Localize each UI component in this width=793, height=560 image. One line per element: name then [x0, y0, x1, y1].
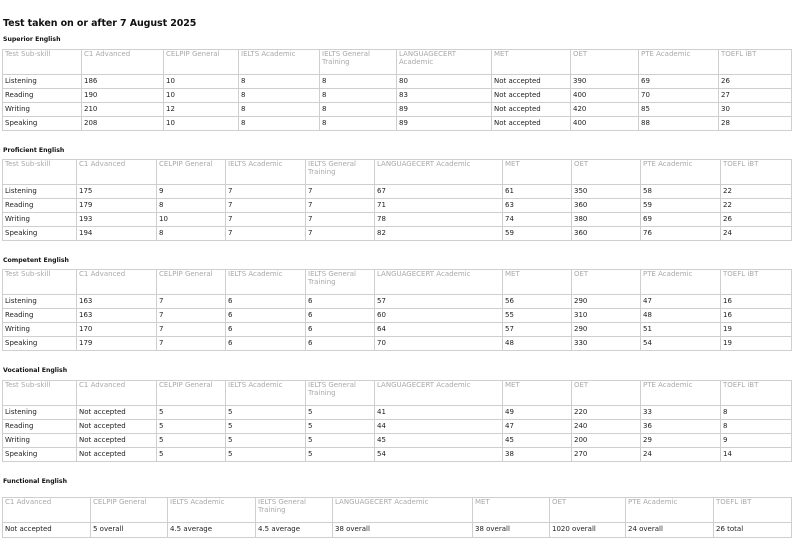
- table-cell: Not accepted: [3, 523, 91, 538]
- table-cell: 210: [82, 103, 164, 117]
- section-heading-proficient: Proficient English: [3, 147, 65, 154]
- table-cell: 45: [375, 434, 503, 448]
- column-header: C1 Advanced: [77, 270, 157, 295]
- table-cell: 420: [571, 103, 639, 117]
- table-row: [3, 75, 792, 89]
- table-cell: 24 overall: [626, 523, 714, 538]
- table-cell: 6: [306, 295, 375, 309]
- table-cell: 38: [503, 448, 572, 462]
- column-header: Test Sub-skill: [3, 50, 82, 75]
- table-cell: 310: [572, 309, 641, 323]
- table-cell: Writing: [3, 213, 77, 227]
- table-cell: 61: [503, 185, 572, 199]
- table-cell: 8: [157, 199, 226, 213]
- column-header: LANGUAGECERT Academic: [333, 498, 473, 523]
- column-header: MET: [473, 498, 550, 523]
- table-cell: 51: [641, 323, 721, 337]
- table-cell: 88: [639, 117, 719, 131]
- table-row: [3, 103, 792, 117]
- column-header: PTE Academic: [641, 270, 721, 295]
- table-cell: 5: [226, 406, 306, 420]
- table-cell: Not accepted: [492, 75, 571, 89]
- section-heading-superior: Superior English: [3, 36, 61, 43]
- table-cell: Writing: [3, 323, 77, 337]
- table-cell: 67: [375, 185, 503, 199]
- table-cell: 10: [157, 213, 226, 227]
- table-cell: 16: [721, 295, 792, 309]
- table-cell: 5: [306, 420, 375, 434]
- table-cell: 360: [572, 227, 641, 241]
- table-cell: 78: [375, 213, 503, 227]
- column-header: LANGUAGECERT Academic: [375, 381, 503, 406]
- table-cell: 6: [226, 323, 306, 337]
- section-heading-competent: Competent English: [3, 257, 69, 264]
- table-cell: 270: [572, 448, 641, 462]
- column-header: C1 Advanced: [3, 498, 91, 523]
- functional-english-table: [2, 497, 792, 538]
- table-cell: 54: [375, 448, 503, 462]
- column-header: IELTS Academic: [168, 498, 256, 523]
- table-cell: Reading: [3, 420, 77, 434]
- column-header: CELPIP General: [157, 270, 226, 295]
- column-header: Test Sub-skill: [3, 270, 77, 295]
- table-cell: Speaking: [3, 448, 77, 462]
- table-cell: 69: [641, 213, 721, 227]
- table-row: [3, 523, 792, 538]
- table-cell: 1020 overall: [550, 523, 626, 538]
- competent-english-table: [2, 269, 792, 351]
- column-header: TOEFL iBT: [719, 50, 792, 75]
- table-cell: Listening: [3, 185, 77, 199]
- table-cell: 290: [572, 295, 641, 309]
- table-row: [3, 406, 792, 420]
- table-cell: Not accepted: [492, 103, 571, 117]
- table-cell: 30: [719, 103, 792, 117]
- table-header: [3, 498, 792, 523]
- table-cell: 10: [164, 89, 239, 103]
- table-cell: 7: [157, 323, 226, 337]
- table-cell: 59: [641, 199, 721, 213]
- table-cell: 19: [721, 323, 792, 337]
- table-cell: 24: [721, 227, 792, 241]
- table-cell: 82: [375, 227, 503, 241]
- table-cell: 9: [157, 185, 226, 199]
- section-heading-vocational: Vocational English: [3, 367, 68, 374]
- table-cell: 45: [503, 434, 572, 448]
- table-cell: 220: [572, 406, 641, 420]
- table-cell: 85: [639, 103, 719, 117]
- column-header: MET: [503, 381, 572, 406]
- table-cell: 8: [320, 89, 397, 103]
- table-cell: Listening: [3, 75, 82, 89]
- table-cell: 7: [157, 295, 226, 309]
- column-header: IELTS General Training: [306, 160, 375, 185]
- column-header: OET: [572, 270, 641, 295]
- table-cell: 7: [306, 213, 375, 227]
- table-cell: 27: [719, 89, 792, 103]
- table-cell: 6: [306, 309, 375, 323]
- table-cell: Writing: [3, 103, 82, 117]
- table-cell: 163: [77, 309, 157, 323]
- table-cell: 41: [375, 406, 503, 420]
- table-cell: 22: [721, 199, 792, 213]
- column-header: IELTS General Training: [256, 498, 333, 523]
- table-cell: 208: [82, 117, 164, 131]
- column-header: PTE Academic: [641, 381, 721, 406]
- table-row: [3, 117, 792, 131]
- column-header: MET: [492, 50, 571, 75]
- table-cell: 186: [82, 75, 164, 89]
- table-cell: 360: [572, 199, 641, 213]
- table-cell: 175: [77, 185, 157, 199]
- table-cell: 74: [503, 213, 572, 227]
- table-cell: 47: [641, 295, 721, 309]
- table-cell: 10: [164, 117, 239, 131]
- table-cell: Reading: [3, 89, 82, 103]
- table-cell: 8: [320, 75, 397, 89]
- table-cell: 8: [320, 117, 397, 131]
- table-cell: 179: [77, 337, 157, 351]
- column-header: IELTS Academic: [239, 50, 320, 75]
- table-header: [3, 160, 792, 185]
- superior-english-table: [2, 49, 792, 131]
- table-cell: 55: [503, 309, 572, 323]
- column-header: PTE Academic: [641, 160, 721, 185]
- column-header: TOEFL iBT: [721, 381, 792, 406]
- column-header: MET: [503, 270, 572, 295]
- table-row: [3, 323, 792, 337]
- table-cell: 5: [157, 406, 226, 420]
- table-cell: 6: [306, 323, 375, 337]
- table-cell: 350: [572, 185, 641, 199]
- column-header: CELPIP General: [157, 160, 226, 185]
- column-header: C1 Advanced: [77, 160, 157, 185]
- table-cell: 64: [375, 323, 503, 337]
- table-cell: 5: [226, 448, 306, 462]
- table-cell: 49: [503, 406, 572, 420]
- column-header: OET: [572, 160, 641, 185]
- table-cell: 59: [503, 227, 572, 241]
- table-cell: 36: [641, 420, 721, 434]
- table-cell: 7: [306, 185, 375, 199]
- column-header: PTE Academic: [639, 50, 719, 75]
- table-cell: 83: [397, 89, 492, 103]
- table-row: [3, 227, 792, 241]
- table-cell: 26 total: [714, 523, 792, 538]
- table-cell: 12: [164, 103, 239, 117]
- column-header: LANGUAGECERT Academic: [375, 270, 503, 295]
- section-heading-functional: Functional English: [3, 478, 67, 485]
- table-header: [3, 270, 792, 295]
- table-cell: 60: [375, 309, 503, 323]
- table-cell: 193: [77, 213, 157, 227]
- table-cell: 63: [503, 199, 572, 213]
- column-header: CELPIP General: [91, 498, 168, 523]
- table-cell: 240: [572, 420, 641, 434]
- column-header: LANGUAGECERT Academic: [375, 160, 503, 185]
- table-cell: 6: [226, 309, 306, 323]
- column-header: Test Sub-skill: [3, 160, 77, 185]
- table-cell: 70: [375, 337, 503, 351]
- table-row: [3, 213, 792, 227]
- proficient-english-table: [2, 159, 792, 241]
- column-header: TOEFL iBT: [721, 270, 792, 295]
- table-cell: Reading: [3, 199, 77, 213]
- table-cell: 6: [226, 295, 306, 309]
- table-header: [3, 50, 792, 75]
- table-cell: 26: [719, 75, 792, 89]
- table-cell: 200: [572, 434, 641, 448]
- table-cell: 170: [77, 323, 157, 337]
- table-row: [3, 448, 792, 462]
- table-cell: 8: [721, 420, 792, 434]
- table-cell: 76: [641, 227, 721, 241]
- table-row: [3, 199, 792, 213]
- table-cell: 7: [226, 213, 306, 227]
- table-cell: 54: [641, 337, 721, 351]
- table-cell: 5: [157, 420, 226, 434]
- table-cell: Not accepted: [77, 448, 157, 462]
- table-cell: 179: [77, 199, 157, 213]
- column-header: CELPIP General: [164, 50, 239, 75]
- table-cell: 71: [375, 199, 503, 213]
- table-cell: 38 overall: [333, 523, 473, 538]
- table-cell: 400: [571, 117, 639, 131]
- table-cell: 48: [641, 309, 721, 323]
- table-row: [3, 185, 792, 199]
- column-header: IELTS General Training: [306, 381, 375, 406]
- table-cell: 6: [226, 337, 306, 351]
- table-cell: 48: [503, 337, 572, 351]
- table-cell: 47: [503, 420, 572, 434]
- table-cell: 5: [226, 434, 306, 448]
- table-cell: 8: [239, 75, 320, 89]
- table-cell: 7: [306, 199, 375, 213]
- table-cell: 390: [571, 75, 639, 89]
- table-cell: 14: [721, 448, 792, 462]
- table-cell: Listening: [3, 295, 77, 309]
- table-cell: 6: [306, 337, 375, 351]
- table-cell: 5: [226, 420, 306, 434]
- table-cell: 8: [320, 103, 397, 117]
- table-cell: 8: [721, 406, 792, 420]
- column-header: IELTS Academic: [226, 160, 306, 185]
- table-cell: Listening: [3, 406, 77, 420]
- table-cell: Writing: [3, 434, 77, 448]
- table-cell: 58: [641, 185, 721, 199]
- column-header: MET: [503, 160, 572, 185]
- column-header: OET: [550, 498, 626, 523]
- table-row: [3, 295, 792, 309]
- table-cell: 16: [721, 309, 792, 323]
- table-cell: 8: [239, 103, 320, 117]
- table-cell: 7: [226, 185, 306, 199]
- table-cell: 290: [572, 323, 641, 337]
- table-cell: 26: [721, 213, 792, 227]
- table-cell: 38 overall: [473, 523, 550, 538]
- column-header: OET: [571, 50, 639, 75]
- table-row: [3, 89, 792, 103]
- table-cell: 5: [306, 406, 375, 420]
- vocational-english-table: [2, 380, 792, 462]
- table-cell: 89: [397, 117, 492, 131]
- table-cell: 4.5 average: [256, 523, 333, 538]
- table-cell: Not accepted: [492, 89, 571, 103]
- column-header: OET: [572, 381, 641, 406]
- table-cell: 56: [503, 295, 572, 309]
- table-cell: 22: [721, 185, 792, 199]
- table-cell: 163: [77, 295, 157, 309]
- table-cell: 7: [157, 309, 226, 323]
- table-cell: 5: [157, 448, 226, 462]
- page-title: Test taken on or after 7 August 2025: [3, 18, 197, 29]
- column-header: IELTS General Training: [320, 50, 397, 75]
- table-cell: 8: [157, 227, 226, 241]
- table-cell: 7: [306, 227, 375, 241]
- table-cell: 380: [572, 213, 641, 227]
- table-cell: 190: [82, 89, 164, 103]
- table-cell: 33: [641, 406, 721, 420]
- column-header: CELPIP General: [157, 381, 226, 406]
- table-cell: 28: [719, 117, 792, 131]
- table-cell: 400: [571, 89, 639, 103]
- table-cell: 70: [639, 89, 719, 103]
- column-header: IELTS Academic: [226, 381, 306, 406]
- table-cell: 29: [641, 434, 721, 448]
- table-cell: 8: [239, 89, 320, 103]
- column-header: C1 Advanced: [77, 381, 157, 406]
- table-row: [3, 420, 792, 434]
- table-row: [3, 434, 792, 448]
- table-cell: 57: [503, 323, 572, 337]
- column-header: TOEFL iBT: [714, 498, 792, 523]
- table-cell: 194: [77, 227, 157, 241]
- column-header: IELTS Academic: [226, 270, 306, 295]
- column-header: LANGUAGECERT Academic: [397, 50, 492, 75]
- table-cell: 8: [239, 117, 320, 131]
- table-cell: 80: [397, 75, 492, 89]
- table-cell: 7: [226, 227, 306, 241]
- column-header: TOEFL iBT: [721, 160, 792, 185]
- table-cell: 24: [641, 448, 721, 462]
- table-cell: Not accepted: [492, 117, 571, 131]
- table-cell: 44: [375, 420, 503, 434]
- column-header: IELTS General Training: [306, 270, 375, 295]
- table-cell: 89: [397, 103, 492, 117]
- table-cell: Not accepted: [77, 434, 157, 448]
- column-header: C1 Advanced: [82, 50, 164, 75]
- table-cell: 5: [157, 434, 226, 448]
- table-cell: 7: [226, 199, 306, 213]
- table-row: [3, 337, 792, 351]
- table-cell: Not accepted: [77, 406, 157, 420]
- table-row: [3, 309, 792, 323]
- table-cell: Not accepted: [77, 420, 157, 434]
- table-cell: Speaking: [3, 227, 77, 241]
- column-header: Test Sub-skill: [3, 381, 77, 406]
- table-cell: 10: [164, 75, 239, 89]
- table-cell: 9: [721, 434, 792, 448]
- table-cell: 69: [639, 75, 719, 89]
- table-cell: Reading: [3, 309, 77, 323]
- table-cell: 5 overall: [91, 523, 168, 538]
- table-cell: 7: [157, 337, 226, 351]
- column-header: PTE Academic: [626, 498, 714, 523]
- table-cell: 5: [306, 448, 375, 462]
- table-cell: Speaking: [3, 337, 77, 351]
- table-header: [3, 381, 792, 406]
- table-cell: 5: [306, 434, 375, 448]
- table-cell: Speaking: [3, 117, 82, 131]
- table-cell: 19: [721, 337, 792, 351]
- table-cell: 330: [572, 337, 641, 351]
- table-cell: 4.5 average: [168, 523, 256, 538]
- table-cell: 57: [375, 295, 503, 309]
